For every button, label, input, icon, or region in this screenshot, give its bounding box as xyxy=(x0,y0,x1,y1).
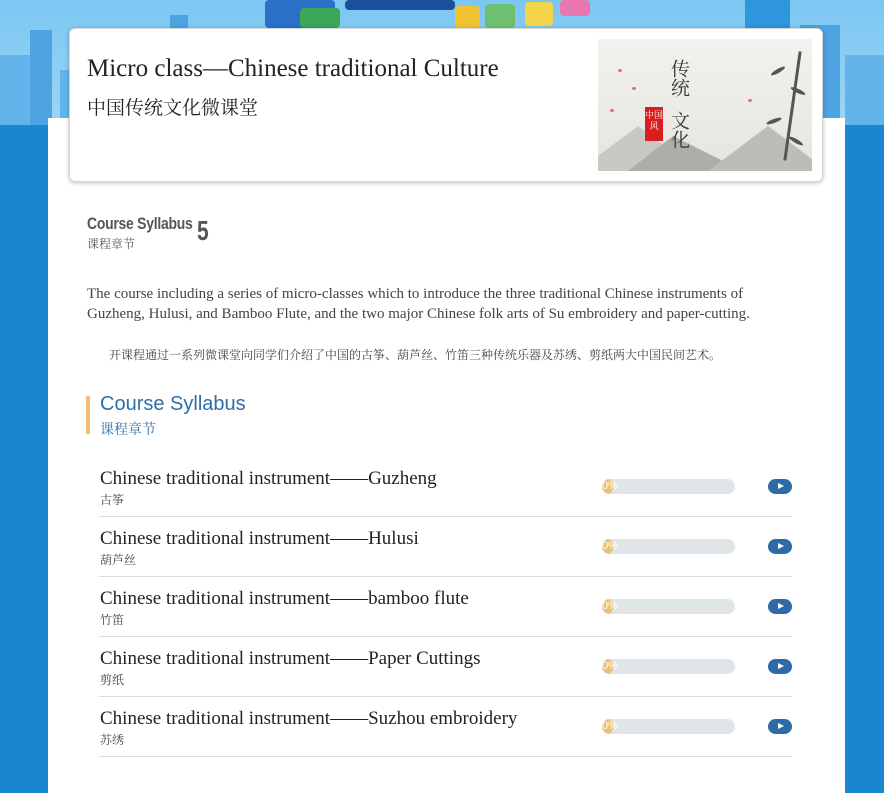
banner-illustration xyxy=(225,0,595,30)
lesson-subtitle: 竹笛 xyxy=(100,613,125,627)
course-subtitle: 中国传统文化微课堂 xyxy=(87,97,259,119)
lesson-progress-label: 0% xyxy=(602,480,618,492)
lesson-item-suzhou-embroidery[interactable] xyxy=(99,697,792,757)
lesson-title[interactable]: Chinese traditional instrument——Paper Cuttings xyxy=(100,648,481,669)
course-cover-image xyxy=(598,39,812,171)
course-description-zh: 开课程通过一系列微课堂向同学们介绍了中国的古筝、葫芦丝、竹笛三种传统乐器及苏绣、剪纸两大中国民间艺术。 xyxy=(109,348,722,362)
syllabus-count: 5 xyxy=(197,215,209,246)
play-icon xyxy=(778,543,784,549)
lesson-item-paper-cuttings[interactable] xyxy=(99,637,792,697)
lesson-progress-label: 0% xyxy=(602,720,618,732)
course-title: Micro class—Chinese traditional Culture xyxy=(87,55,499,82)
lesson-progress-bar xyxy=(602,659,735,674)
play-button[interactable] xyxy=(768,479,792,494)
syllabus-label-en: Course Syllabus xyxy=(87,214,193,233)
lesson-progress-bar xyxy=(602,479,735,494)
play-icon xyxy=(778,723,784,729)
lesson-item-bamboo-flute[interactable] xyxy=(99,577,792,637)
lesson-item-guzheng[interactable] xyxy=(99,457,792,517)
lesson-progress-bar xyxy=(602,719,735,734)
lesson-title[interactable]: Chinese traditional instrument——Suzhou embroidery xyxy=(100,708,518,729)
lesson-list xyxy=(99,457,792,757)
lesson-item-hulusi[interactable] xyxy=(99,517,792,577)
syllabus-label-zh: 课程章节 xyxy=(87,237,136,251)
lesson-subtitle: 剪纸 xyxy=(100,673,125,687)
play-button[interactable] xyxy=(768,539,792,554)
section-title: Course Syllabus xyxy=(100,393,246,415)
section-accent-bar xyxy=(86,396,90,434)
left-border-decoration xyxy=(0,125,48,793)
cover-text-primary: 传统 xyxy=(668,59,690,97)
lesson-progress-label: 0% xyxy=(602,660,618,672)
lesson-progress-label: 0% xyxy=(602,600,618,612)
lesson-subtitle: 苏绣 xyxy=(100,733,125,747)
section-subtitle: 课程章节 xyxy=(100,422,156,438)
play-icon xyxy=(778,603,784,609)
play-icon xyxy=(778,663,784,669)
lesson-subtitle: 葫芦丝 xyxy=(100,553,137,567)
cover-text-secondary: 文化 xyxy=(668,111,690,149)
cover-seal: 中国风 xyxy=(645,107,663,141)
lesson-progress-label: 0% xyxy=(602,540,618,552)
play-button[interactable] xyxy=(768,659,792,674)
play-icon xyxy=(778,483,784,489)
lesson-subtitle: 古筝 xyxy=(100,493,125,507)
lesson-title[interactable]: Chinese traditional instrument——bamboo flute xyxy=(100,588,469,609)
right-border-decoration xyxy=(844,125,884,793)
course-description-en: The course including a series of micro-classes which to introduce the three traditional Chinese instruments of Guzheng, Hulusi, and Bamboo Flute, and the two major Chinese folk arts of Su embroidery and paper-cutting. xyxy=(87,286,750,322)
play-button[interactable] xyxy=(768,599,792,614)
play-button[interactable] xyxy=(768,719,792,734)
lesson-title[interactable]: Chinese traditional instrument——Hulusi xyxy=(100,528,419,549)
lesson-progress-bar xyxy=(602,599,735,614)
lesson-title[interactable]: Chinese traditional instrument——Guzheng xyxy=(100,468,437,489)
lesson-progress-bar xyxy=(602,539,735,554)
course-header-card xyxy=(69,28,823,182)
